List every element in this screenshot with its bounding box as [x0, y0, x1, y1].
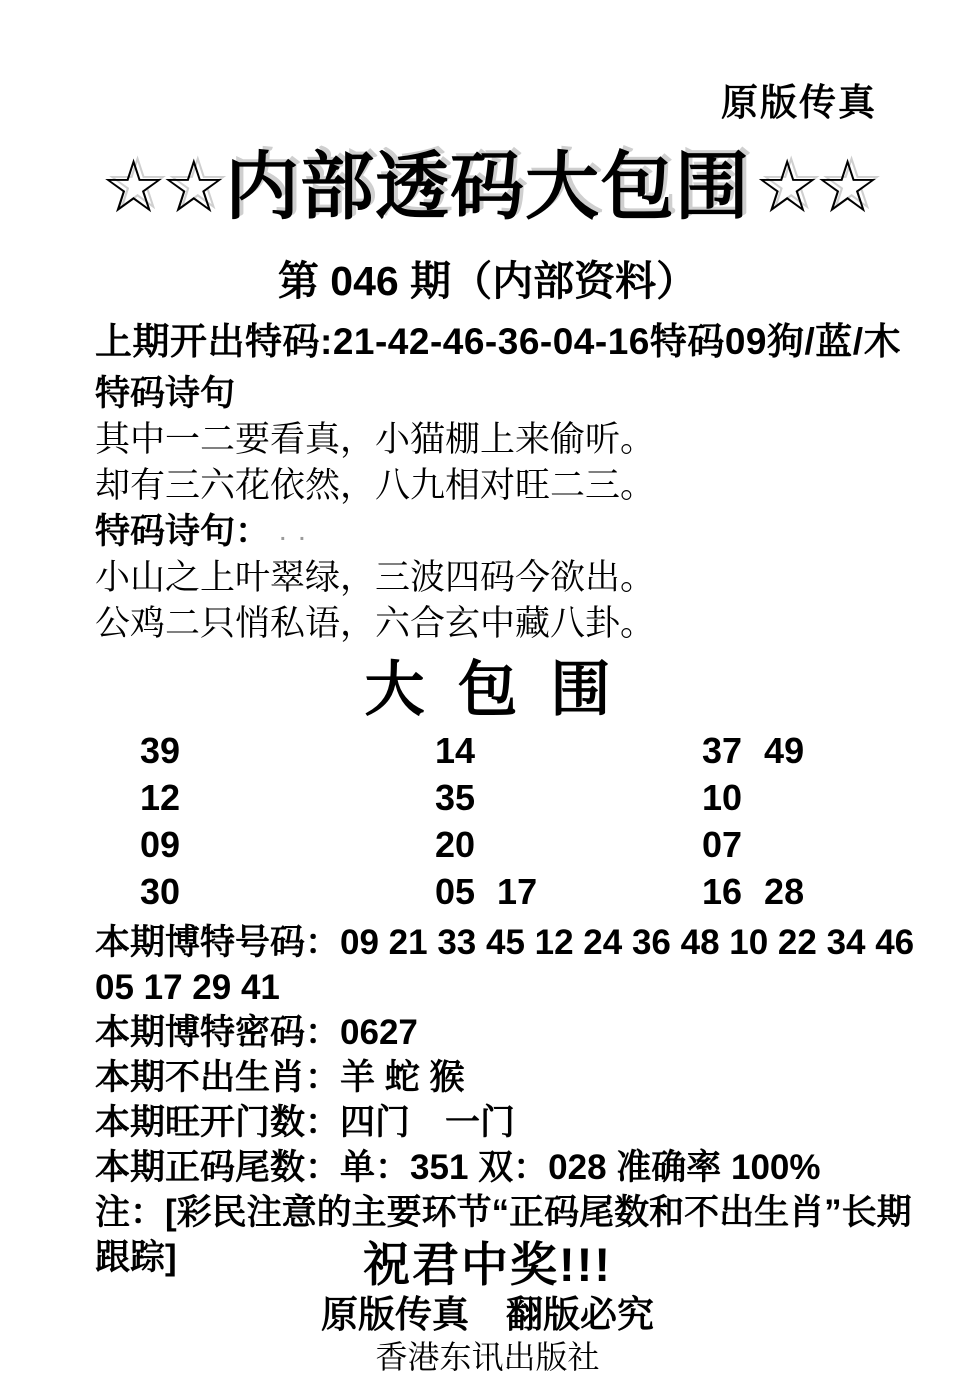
grid-row — [140, 868, 804, 915]
copyright-line: 原版传真 翻版必究 — [321, 1294, 654, 1335]
grid-cell: 16 28 — [702, 871, 805, 912]
grid-row — [140, 727, 804, 774]
grid-cell: 09 — [140, 824, 181, 865]
big-surround-heading: 大包围 — [364, 656, 644, 723]
note-line: 注：[彩民注意的主要环节“正码尾数和不出生肖”长期跟踪] — [95, 1193, 912, 1277]
tips-info-section — [95, 920, 923, 1280]
grid-cell: 12 — [140, 777, 181, 818]
bote-password-line — [95, 1010, 923, 1055]
lucky-doors-label: 本期旺开门数： — [95, 1103, 341, 1142]
original-fax-watermark: 原版传真 — [721, 82, 877, 123]
special-code-poems-section — [95, 371, 655, 647]
grid-cell: 07 — [702, 824, 743, 865]
bote-numbers-label: 本期博特号码： — [95, 923, 341, 962]
publisher-line: 香港东讯出版社 — [375, 1339, 600, 1375]
bote-numbers-value: 09 21 33 45 12 24 36 48 10 22 34 46 05 17 29 41 — [95, 923, 924, 1007]
tail-numbers-value: 单：351 双：028 准确率 100% — [340, 1148, 821, 1187]
grid-cell: 35 — [435, 777, 476, 818]
grid-cell: 20 — [435, 824, 476, 865]
grid-cell: 05 17 — [435, 871, 538, 912]
surround-number-grid — [140, 727, 804, 915]
poem-line-2: 却有三六花依然，八九相对旺二三。 — [95, 466, 656, 505]
excluded-zodiac-line — [95, 1055, 923, 1100]
grid-cell: 10 — [702, 777, 743, 818]
previous-draw-result: 上期开出特码:21-42-46-36-04-16特码09狗/蓝/木 — [95, 321, 902, 362]
grid-row — [140, 774, 804, 821]
star-decoration-right-icon: ☆☆ — [754, 145, 875, 228]
tail-numbers-label: 本期正码尾数： — [95, 1148, 341, 1187]
grid-row — [140, 821, 804, 868]
bote-password-label: 本期博特密码： — [95, 1013, 341, 1052]
poem-heading-2 — [95, 509, 655, 555]
excluded-zodiac-value: 羊 蛇 猴 — [340, 1058, 465, 1097]
bote-password-value: 0627 — [340, 1013, 418, 1052]
grid-cell: 37 49 — [702, 730, 805, 771]
tail-numbers-line — [95, 1145, 923, 1190]
faint-dots: . . — [280, 522, 309, 545]
issue-number-line: 第 046 期（内部资料） — [277, 258, 698, 304]
page-title-text: 内部透码大包围 — [225, 145, 750, 228]
poem-line-3: 小山之上叶翠绿，三波四码今欲出。 — [95, 558, 656, 597]
star-decoration-left-icon: ☆☆ — [100, 145, 221, 228]
excluded-zodiac-label: 本期不出生肖： — [95, 1058, 341, 1097]
grid-cell: 30 — [140, 871, 181, 912]
bote-numbers-line — [95, 920, 923, 1010]
grid-cell: 39 — [140, 730, 181, 771]
poem-line-1: 其中一二要看真，小猫棚上来偷听。 — [95, 420, 656, 459]
winning-wish-line: 祝君中奖!!! — [363, 1238, 612, 1291]
page-title — [0, 128, 975, 234]
poem-line-4: 公鸡二只悄私语，六合玄中藏八卦。 — [95, 604, 656, 643]
lucky-doors-value: 四门 一门 — [340, 1103, 516, 1142]
grid-cell: 14 — [435, 730, 476, 771]
poem-heading-1: 特码诗句 — [95, 374, 236, 413]
poem-heading-2-label: 特码诗句： — [95, 512, 271, 551]
lucky-doors-line — [95, 1100, 923, 1145]
